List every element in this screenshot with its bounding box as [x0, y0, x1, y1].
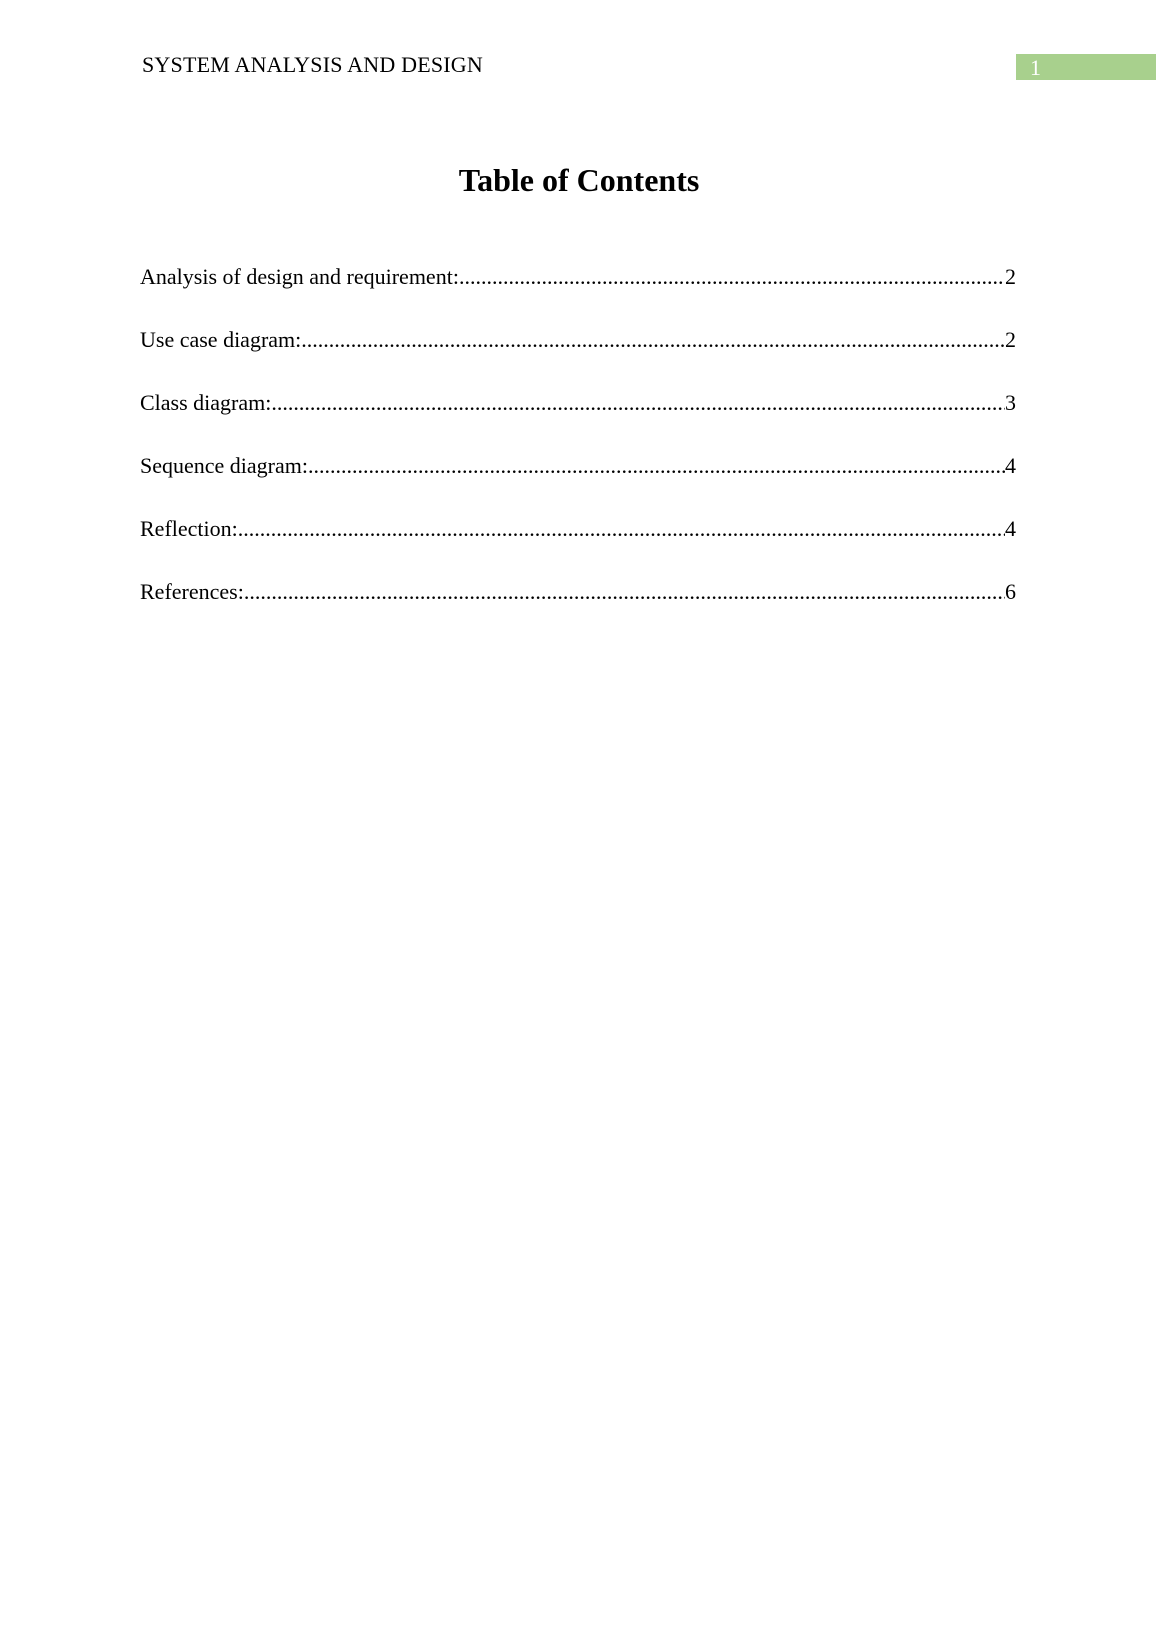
toc-entry-page: 2 [1005, 327, 1016, 352]
toc-entry-label: References: [140, 579, 244, 604]
toc-entry-label: Class diagram: [140, 390, 272, 415]
toc-entry-analysis[interactable] [140, 262, 1016, 325]
toc-dot-leader [271, 388, 1005, 418]
page-number: 1 [1030, 55, 1041, 80]
toc-entry-label: Use case diagram: [140, 327, 302, 352]
toc-dot-leader [244, 577, 1005, 607]
toc-entry-class-diagram[interactable] [140, 388, 1016, 451]
running-head: SYSTEM ANALYSIS AND DESIGN [142, 52, 483, 77]
toc-dot-leader [459, 262, 1005, 292]
toc-entry-label: Sequence diagram: [140, 453, 308, 478]
toc-entry-page: 2 [1005, 264, 1016, 289]
toc-dot-leader [301, 325, 1005, 355]
toc-entry-references[interactable] [140, 577, 1016, 640]
toc-title: Table of Contents [458, 162, 700, 198]
toc-entry-page: 4 [1005, 516, 1016, 541]
toc-dot-leader [308, 451, 1005, 481]
toc-entry-reflection[interactable] [140, 514, 1016, 577]
toc-entry-label: Analysis of design and requirement: [140, 264, 459, 289]
toc-entry-page: 4 [1005, 453, 1016, 478]
toc-entry-use-case[interactable] [140, 325, 1016, 388]
toc-list [140, 262, 1016, 640]
toc-entry-label: Reflection: [140, 516, 238, 541]
toc-dot-leader [238, 514, 1005, 544]
toc-entry-page: 6 [1005, 579, 1016, 604]
toc-entry-page: 3 [1005, 390, 1016, 415]
toc-entry-sequence-diagram[interactable] [140, 451, 1016, 514]
page-number-badge [1016, 54, 1156, 80]
